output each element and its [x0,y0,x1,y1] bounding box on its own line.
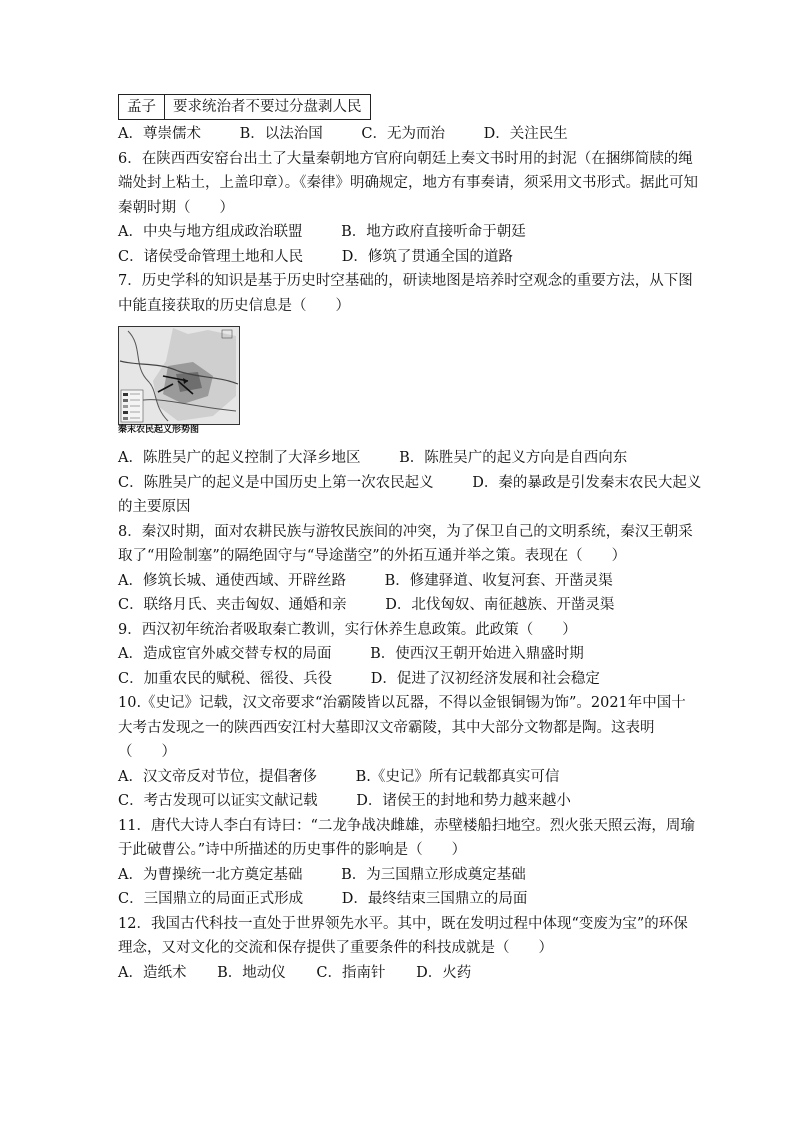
q5-options [118,122,678,147]
q6-stem-line: 6．在陕西西安窑台出土了大量秦朝地方官府向朝廷上奏文书时用的封泥（在捆绑简牍的绳 [118,150,693,167]
q6-option-c[interactable]: C．诸侯受命管理土地和人民 [118,248,304,265]
q10-options-row1 [118,765,678,790]
q8-option-a[interactable]: A．修筑长城、通使西域、开辟丝路 [118,572,346,589]
q7-option-d[interactable]: D．秦的暴政是引发秦末农民大起义 [472,474,702,491]
q12-option-d[interactable]: D．火药 [416,964,472,981]
q6-options-row1 [118,220,678,245]
q10-option-b[interactable]: B.《史记》所有记载都真实可信 [355,768,560,785]
q9-options-row1 [118,642,678,667]
q9-option-c[interactable]: C．加重农民的赋税、徭役、兵役 [118,670,333,687]
q11-options-row1 [118,863,678,888]
q11-stem-line: 11．唐代大诗人李白有诗曰：“二龙争战决雌雄，赤壁楼船扫地空。烈火张天照云海，周瑜 [118,817,695,834]
q7-stem-line: 中能直接获取的历史信息是（ ） [118,297,350,314]
question-content [118,94,702,985]
q12-stem [118,912,688,961]
q5-option-a[interactable]: A．尊崇儒术 [118,126,201,142]
q10-option-d[interactable]: D．诸侯王的封地和势力越来越小 [356,793,571,809]
q7-stem [118,269,693,318]
table-cell-person: 孟子 [119,95,165,120]
q7-option-c[interactable]: C．陈胜吴广的起义是中国历史上第一次农民起义 [118,474,434,491]
q6-option-d[interactable]: D．修筑了贯通全国的道路 [341,248,513,265]
q10-option-a[interactable]: A．汉文帝反对节位，提倡奢侈 [118,768,317,785]
q7-options-row1 [118,446,678,471]
q12-option-b[interactable]: B．地动仪 [217,964,286,981]
q8-option-d[interactable]: D．北伐匈奴、南征越族、开凿灵渠 [385,597,615,613]
q10-stem [118,691,686,765]
q5-option-b[interactable]: B．以法治国 [239,126,323,142]
q10-options-row2 [118,789,678,814]
q7-stem-line: 7．历史学科的知识是基于历史时空基础的，研读地图是培养时空观念的重要方法，从下图 [118,273,693,289]
uprising-map-figure [118,326,240,436]
q11-stem [118,814,695,863]
q6-option-b[interactable]: B．地方政府直接听命于朝廷 [341,224,526,240]
q11-options-row2 [118,887,678,912]
map-caption: 秦末农民起义形势图 [118,425,200,435]
q12-option-a[interactable]: A．造纸术 [118,964,187,981]
q6-options-row2 [118,245,678,270]
q12-option-c[interactable]: C．指南针 [316,964,386,981]
q10-stem-line: （ ） [118,744,176,760]
q7-option-d-tail: 的主要原因 [118,499,191,515]
q11-stem-line: 于此破曹公。”诗中所描述的历史事件的影响是（ ） [118,842,467,858]
q8-option-b[interactable]: B．修建驿道、收复河套、开凿灵渠 [384,572,613,589]
q12-stem-line: 12．我国古代科技一直处于世界领先水平。其中，既在发明过程中体现“变废为宝”的环保 [118,915,688,932]
q12-options [118,961,678,986]
q8-stem [118,520,693,569]
q9-stem-line: 9．西汉初年统治者吸取秦亡教训，实行休养生息政策。此政策（ ） [118,621,577,638]
q11-option-a[interactable]: A．为曹操统一北方奠定基础 [118,866,303,883]
q8-stem-line: 取了“用险制塞”的隔绝固守与“导途凿空”的外拓互通并举之策。表现在（ ） [118,548,627,564]
q5-option-d[interactable]: D．关注民生 [483,126,568,142]
q10-stem-line: 大考古发现之一的陕西西安江村大墓即汉文帝霸陵，其中大部分文物都是陶。这表明 [118,719,655,736]
q11-option-d[interactable]: D．最终结束三国鼎立的局面 [341,891,528,907]
q6-option-a[interactable]: A．中央与地方组成政治联盟 [118,224,303,240]
q6-stem-line: 秦朝时期（ ） [118,199,234,216]
q8-stem-line: 8．秦汉时期，面对农耕民族与游牧民族间的冲突，为了保卫自己的文明系统，秦汉王朝采 [118,523,693,540]
table-cell-view: 要求统治者不要过分盘剥人民 [165,95,371,120]
uprising-map [118,326,240,425]
q9-option-d[interactable]: D．促进了汉初经济发展和社会稳定 [370,670,600,687]
q9-option-b[interactable]: B．使西汉王朝开始进入鼎盛时期 [370,646,584,662]
q11-option-b[interactable]: B．为三国鼎立形成奠定基础 [341,866,526,883]
q9-option-a[interactable]: A．造成宦官外戚交替专权的局面 [118,646,332,662]
q5-option-c[interactable]: C．无为而治 [361,126,445,142]
q10-option-c[interactable]: C．考古发现可以证实文献记载 [118,793,318,809]
q8-options-row1 [118,569,678,594]
q8-options-row2 [118,593,678,618]
q7-option-b[interactable]: B．陈胜吴广的起义方向是自西向东 [399,450,628,466]
q7-option-a[interactable]: A．陈胜吴广的起义控制了大泽乡地区 [118,450,361,466]
q9-stem [118,618,678,643]
q6-stem [118,147,698,221]
q12-stem-line: 理念，又对文化的交流和保存提供了重要条件的科技成就是（ ） [118,940,553,956]
q10-stem-line: 10.《史记》记载，汉文帝要求“治霸陵皆以瓦器，不得以金银铜锡为饰”。2021年中国十 [118,695,686,711]
q11-option-c[interactable]: C．三国鼎立的局面正式形成 [118,891,304,907]
q7-options-row2 [118,471,702,496]
q9-options-row2 [118,667,678,692]
q8-option-c[interactable]: C．联络月氏、夹击匈奴、通婚和亲 [118,597,347,613]
quote-table [118,94,371,120]
q6-stem-line: 端处封上粘土，上盖印章）。《秦律》明确规定，地方有事奏请，须采用文书形式。据此可知 [118,175,698,191]
